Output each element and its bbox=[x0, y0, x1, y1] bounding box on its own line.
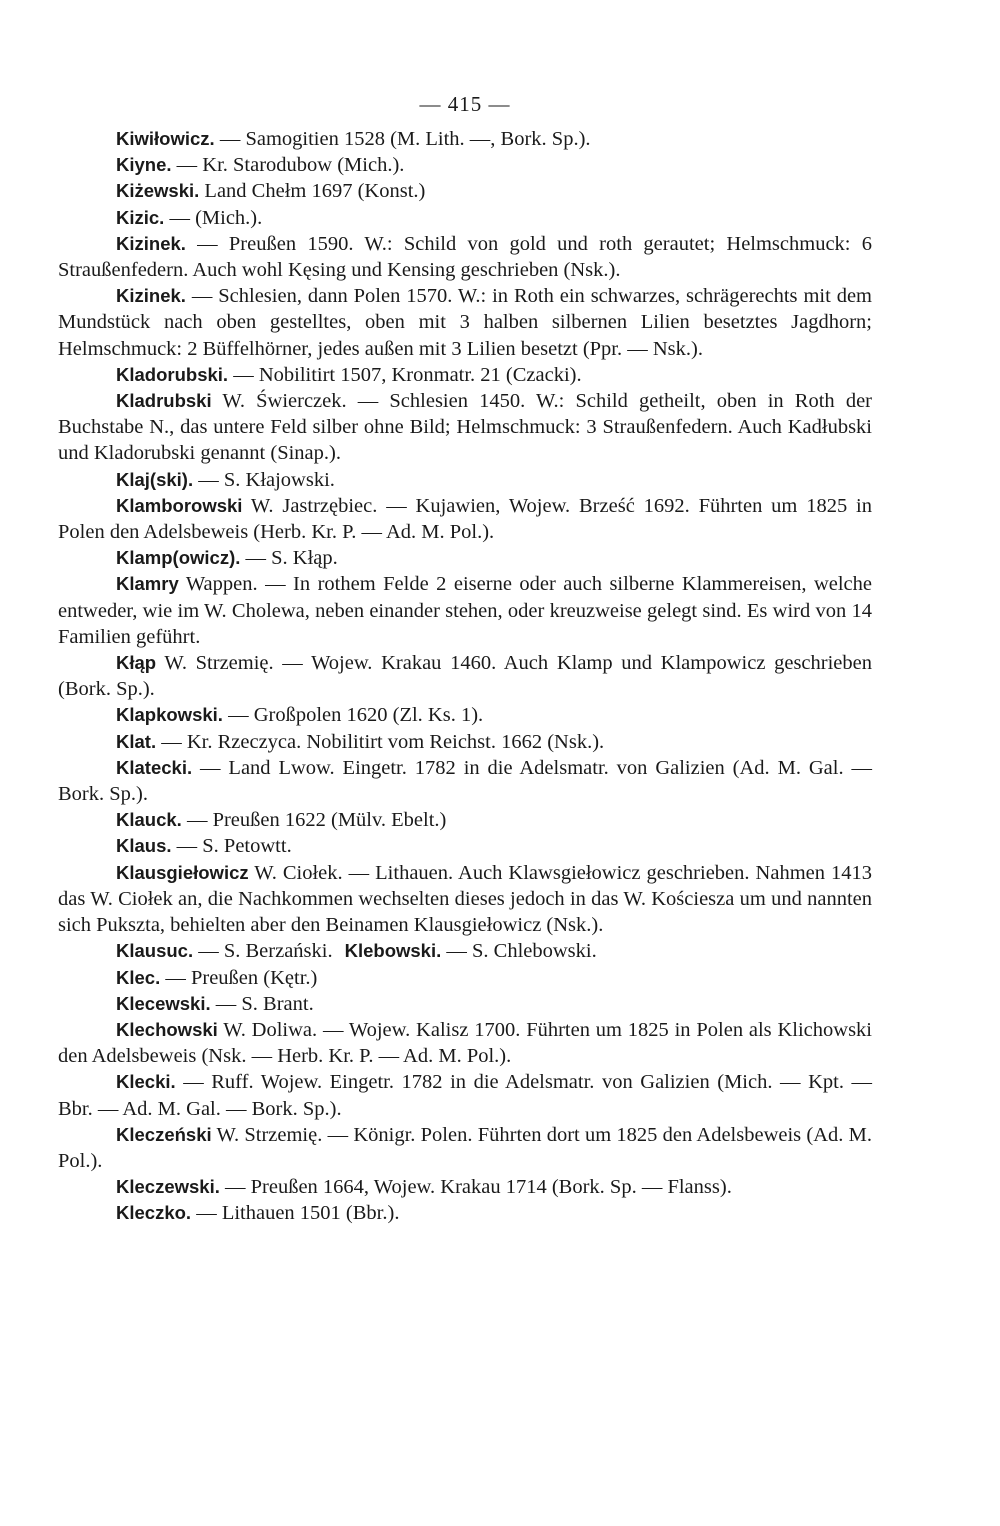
dictionary-entry bbox=[58, 467, 872, 493]
entry-text: W. Jastrzębiec. — Kujawien, Wojew. Brześć 1692. Führten um 1825 in Polen den Adelsbeweis (Herb. Kr. P. — Ad. M. Pol.). bbox=[58, 494, 872, 544]
dictionary-entry bbox=[58, 493, 872, 545]
dictionary-entry bbox=[58, 991, 872, 1017]
entry-headword: Kiyne. bbox=[116, 154, 172, 176]
page bbox=[58, 88, 872, 1227]
entry-headword: Kizic. bbox=[116, 206, 165, 228]
dictionary-entry bbox=[58, 178, 872, 204]
entry-text: — Preußen (Kętr.) bbox=[160, 966, 318, 989]
entry-headword: Klecki. bbox=[116, 1071, 176, 1093]
entry-text: W. Ciołek. — Lithauen. Auch Klawsgiełowicz geschrieben. Nahmen 1413 das W. Ciołek an, die Nachkommen wechselten dieses jedoch in das W. Kościesza um und nannten sich Pukszta, behielten aber den Beinamen Klausgiełowicz (Nsk.). bbox=[58, 861, 872, 937]
entry-text: — Lithauen 1501 (Bbr.). bbox=[191, 1202, 400, 1225]
entry-text: — Preußen 1664, Wojew. Krakau 1714 (Bork. Sp. — Flanss). bbox=[219, 1176, 732, 1199]
entry-text: — S. Berzański. bbox=[193, 940, 333, 963]
dictionary-entry bbox=[58, 938, 872, 964]
entry-text: — S. Chlebowski. bbox=[441, 940, 597, 963]
dictionary-entry bbox=[58, 126, 872, 152]
dictionary-entry bbox=[58, 231, 872, 283]
entry-headword: Klec. bbox=[116, 966, 161, 988]
entry-text: W. Świerczek. — Schlesien 1450. W.: Schild getheilt, oben in Roth der Buchstabe N., das untere Feld silber ohne Bild; Helmschmuck: 3 Straußenfedern. Auch Kadłubski und Kladorubski genannt (Sinap.). bbox=[58, 390, 872, 465]
entry-headword: Kizinek. bbox=[116, 285, 186, 307]
dictionary-entry bbox=[58, 729, 872, 755]
dictionary-entry bbox=[58, 1069, 872, 1121]
dictionary-entry bbox=[58, 1174, 872, 1200]
entry-text: — Schlesien, dann Polen 1570. W.: in Roth ein schwarzes, schrägerechts mit dem Mundstück nach oben gestelltes, oben mit 3 halben silbernen Lilien besetztes Jagdhorn; Helmschmuck: 2 Büffelhörner, jedes außen mit 3 Lilien besetzt (Ppr. — Nsk.). bbox=[58, 285, 872, 360]
entry-text: — Großpolen 1620 (Zl. Ks. 1). bbox=[222, 704, 484, 727]
entry-text: — (Mich.). bbox=[164, 206, 263, 229]
entry-text: — Land Lwow. Eingetr. 1782 in die Adelsmatr. von Galizien (Ad. M. Gal. — Bork. Sp.). bbox=[58, 756, 872, 806]
entry-text: — Ruff. Wojew. Eingetr. 1782 in die Adelsmatr. von Galizien (Mich. — Kpt. — Bbr. — Ad. M. Gal. — Bork. Sp.). bbox=[58, 1071, 872, 1120]
entry-headword: Klauck. bbox=[116, 809, 182, 831]
entry-headword: Kleczko. bbox=[116, 1202, 192, 1224]
entry-text: W. Strzemię. — Königr. Polen. Führten dort um 1825 den Adelsbeweis (Ad. M. Pol.). bbox=[58, 1123, 872, 1172]
dictionary-entry bbox=[58, 860, 872, 939]
entry-headword: Klaus. bbox=[116, 835, 172, 857]
entry-text: — Preußen 1590. W.: Schild von gold und roth gerautet; Helmschmuck: 6 Straußenfedern. Auch wohl Kęsing und Kensing geschrieben (Nsk.). bbox=[58, 232, 872, 282]
dictionary-entry bbox=[58, 1200, 872, 1226]
entry-text: — Samogitien 1528 (M. Lith. —, Bork. Sp.). bbox=[214, 128, 591, 150]
entry-headword: Kłąp bbox=[116, 652, 157, 674]
dictionary-entry bbox=[58, 1122, 872, 1174]
entry-headword: Kleczewski. bbox=[116, 1176, 220, 1198]
entry-text: — S. Kłajowski. bbox=[193, 468, 335, 491]
entry-headword: Klamp(owicz). bbox=[116, 547, 241, 569]
dictionary-entry bbox=[58, 702, 872, 728]
dictionary-entry bbox=[58, 755, 872, 807]
entry-text: — Kr. Starodubow (Mich.). bbox=[171, 154, 405, 177]
dictionary-entry bbox=[58, 152, 872, 178]
entry-headword: Klausuc. bbox=[116, 940, 194, 962]
entry-headword: Klaj(ski). bbox=[116, 468, 194, 490]
dictionary-entry bbox=[58, 1017, 872, 1069]
dictionary-entry bbox=[58, 965, 872, 991]
entry-text: — S. Petowtt. bbox=[171, 835, 292, 858]
entry-text: — Nobilitirt 1507, Kronmatr. 21 (Czacki). bbox=[228, 363, 582, 386]
dictionary-entry bbox=[58, 650, 872, 702]
dictionary-entry bbox=[58, 833, 872, 859]
entry-text: — Preußen 1622 (Mülv. Ebelt.) bbox=[181, 809, 447, 832]
entry-headword: Kleczeński bbox=[116, 1123, 212, 1145]
entry-headword: Klechowski bbox=[116, 1018, 218, 1040]
entry-text: W. Strzemię. — Wojew. Krakau 1460. Auch Klamp und Klampowicz geschrieben (Bork. Sp.). bbox=[58, 652, 872, 701]
dictionary-entry bbox=[58, 205, 872, 231]
dictionary-entry bbox=[58, 362, 872, 388]
dictionary-entry bbox=[58, 283, 872, 362]
entry-list bbox=[58, 126, 872, 1227]
entry-text: — S. Brant. bbox=[210, 992, 314, 1015]
dictionary-entry bbox=[58, 388, 872, 467]
entry-headword: Kladrubski bbox=[116, 390, 212, 412]
entry-headword: Kizinek. bbox=[116, 232, 186, 254]
entry-text: — S. Kłąp. bbox=[240, 547, 338, 570]
entry-headword: Klecewski. bbox=[116, 992, 211, 1014]
entry-headword: Klausgiełowicz bbox=[116, 861, 249, 883]
dictionary-entry bbox=[58, 571, 872, 650]
entry-headword: Klatecki. bbox=[116, 756, 193, 778]
page-number: — 415 — bbox=[419, 92, 511, 116]
dictionary-entry bbox=[58, 807, 872, 833]
entry-text: — Kr. Rzeczyca. Nobilitirt vom Reichst. 1662 (Nsk.). bbox=[156, 730, 605, 753]
entry-headword: Kiwiłowicz. bbox=[116, 128, 215, 149]
entry-text: Wappen. — In rothem Felde 2 eiserne oder auch silberne Klammereisen, welche entweder, wie im W. Cholewa, neben einander stehen, oder kreuzweise gelegt sind. Es wird von 14 Familien geführt. bbox=[58, 573, 872, 648]
entry-headword: Kiżewski. bbox=[116, 180, 200, 202]
dictionary-entry bbox=[58, 545, 872, 571]
entry-text: Land Chełm 1697 (Konst.) bbox=[199, 180, 426, 203]
entry-headword: Kladorubski. bbox=[116, 363, 229, 385]
entry-headword: Klamborowski bbox=[116, 494, 243, 516]
entry-headword: Klamry bbox=[116, 573, 179, 595]
entry-headword: Klapkowski. bbox=[116, 704, 223, 726]
entry-text: W. Doliwa. — Wojew. Kalisz 1700. Führten um 1825 in Polen als Klichowski den Adelsbeweis (Nsk. — Herb. Kr. P. — Ad. M. Pol.). bbox=[58, 1018, 872, 1068]
entry-headword: Klebowski. bbox=[344, 940, 442, 962]
entry-headword: Klat. bbox=[116, 730, 157, 752]
